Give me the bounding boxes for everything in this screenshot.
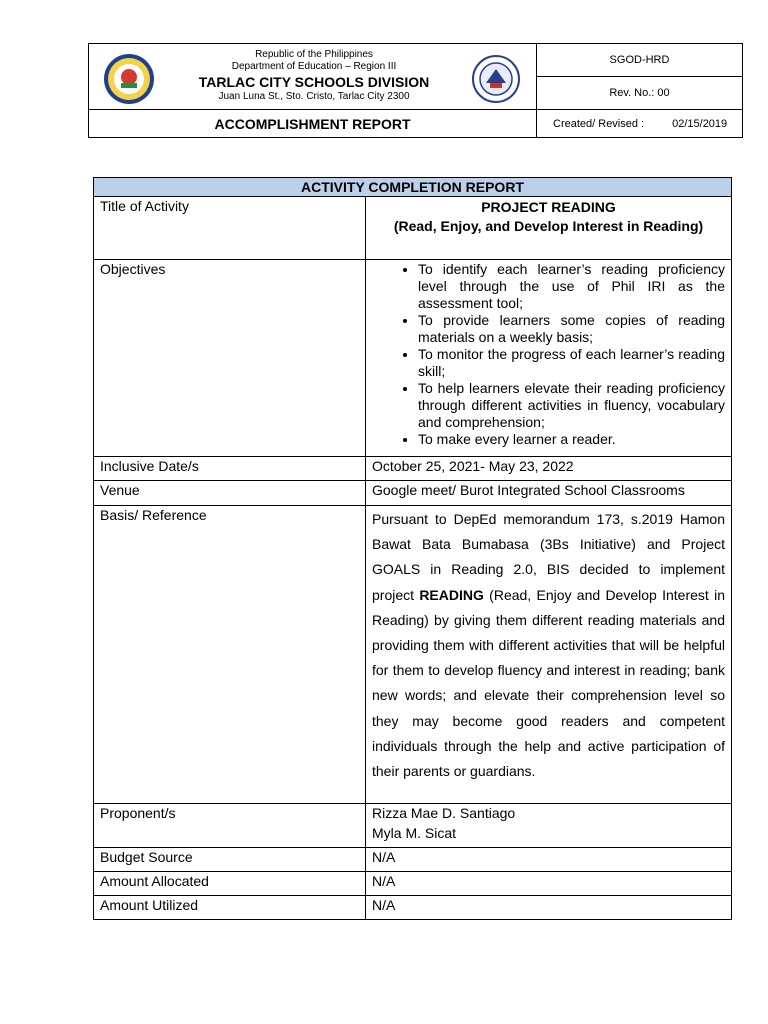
table-row: [94, 848, 732, 872]
table-heading-row: [94, 178, 732, 197]
budget-label: Budget Source: [94, 848, 366, 872]
header-text: [159, 49, 469, 103]
table-row: [94, 872, 732, 896]
title-value: [366, 197, 732, 260]
basis-label: Basis/ Reference: [94, 506, 366, 804]
list-item: • To identify each learner’s reading proficiency level through the use of Phil IRI as the assessment tool;: [418, 261, 725, 312]
created-date: 02/15/2019: [672, 117, 728, 130]
allocated-label: Amount Allocated: [94, 872, 366, 896]
proponent-value: [366, 804, 732, 848]
project-expansion: (Read, Enjoy, and Develop Interest in Reading): [393, 218, 704, 234]
list-item: • To provide learners some copies of reading materials on a weekly basis;: [418, 312, 725, 346]
proponent-name: Rizza Mae D. Santiago: [372, 805, 516, 821]
objectives-value: [366, 260, 732, 457]
table-row: [94, 457, 732, 481]
table-row: [94, 197, 732, 260]
division-name: TARLAC CITY SCHOOLS DIVISION: [198, 74, 430, 90]
project-name: PROJECT READING: [481, 199, 616, 215]
utilized-value: N/A: [366, 896, 732, 920]
republic-text: Republic of the Philippines: [255, 49, 373, 60]
table-heading: ACTIVITY COMPLETION REPORT: [94, 178, 732, 197]
department-text: Department of Education – Region III: [231, 61, 397, 72]
table-row: [94, 896, 732, 920]
division-seal-icon: [103, 53, 155, 105]
utilized-label: Amount Utilized: [94, 896, 366, 920]
created-revised: [537, 110, 742, 137]
deped-seal-icon: [472, 55, 520, 103]
document-header: [88, 43, 743, 138]
basis-bold: READING: [419, 586, 484, 603]
basis-text-2: (Read, Enjoy and Develop Interest in Reading) by giving them different reading materials and providing them with different activities that will be helpful for them to develop fluency and interest in reading; bank new words; and elevate their comprehension level so they may become good readers and competent individuals through the help and active participation of their parents or guardians.: [372, 586, 725, 780]
table-row: [94, 481, 732, 506]
table-row: [94, 260, 732, 457]
list-item: • To help learners elevate their reading proficiency through different activities in fluency, vocabulary and comprehension;: [418, 380, 725, 431]
venue-value: Google meet/ Burot Integrated School Classrooms: [366, 481, 732, 506]
proponent-name: Myla M. Sicat: [372, 825, 457, 841]
list-item: • To monitor the progress of each learner’s reading skill;: [418, 346, 725, 380]
document-code: SGOD-HRD: [537, 44, 742, 77]
list-item: • To make every learner a reader.: [418, 431, 725, 448]
division-address: Juan Luna St., Sto. Cristo, Tarlac City 2300: [218, 91, 410, 102]
revision-number: Rev. No.: 00: [537, 77, 742, 110]
table-row: [94, 804, 732, 848]
allocated-value: N/A: [366, 872, 732, 896]
dates-value: October 25, 2021- May 23, 2022: [366, 457, 732, 481]
created-label: Created/ Revised :: [553, 117, 645, 130]
header-office-block: [89, 44, 537, 110]
report-title: ACCOMPLISHMENT REPORT: [89, 110, 537, 137]
title-label: Title of Activity: [94, 197, 366, 260]
objectives-list: [372, 261, 725, 448]
objectives-label: Objectives: [94, 260, 366, 457]
table-row: [94, 506, 732, 804]
dates-label: Inclusive Date/s: [94, 457, 366, 481]
budget-value: N/A: [366, 848, 732, 872]
basis-value: [366, 506, 732, 804]
proponent-label: Proponent/s: [94, 804, 366, 848]
venue-label: Venue: [94, 481, 366, 506]
activity-completion-table: [93, 177, 732, 920]
basis-text-1: Pursuant to DepEd memorandum 173, s.2019 Hamon Bawat Bata Bumabasa (3Bs Initiative) and Project GOALS in Reading 2.0, BIS decided to implement project: [372, 511, 725, 603]
